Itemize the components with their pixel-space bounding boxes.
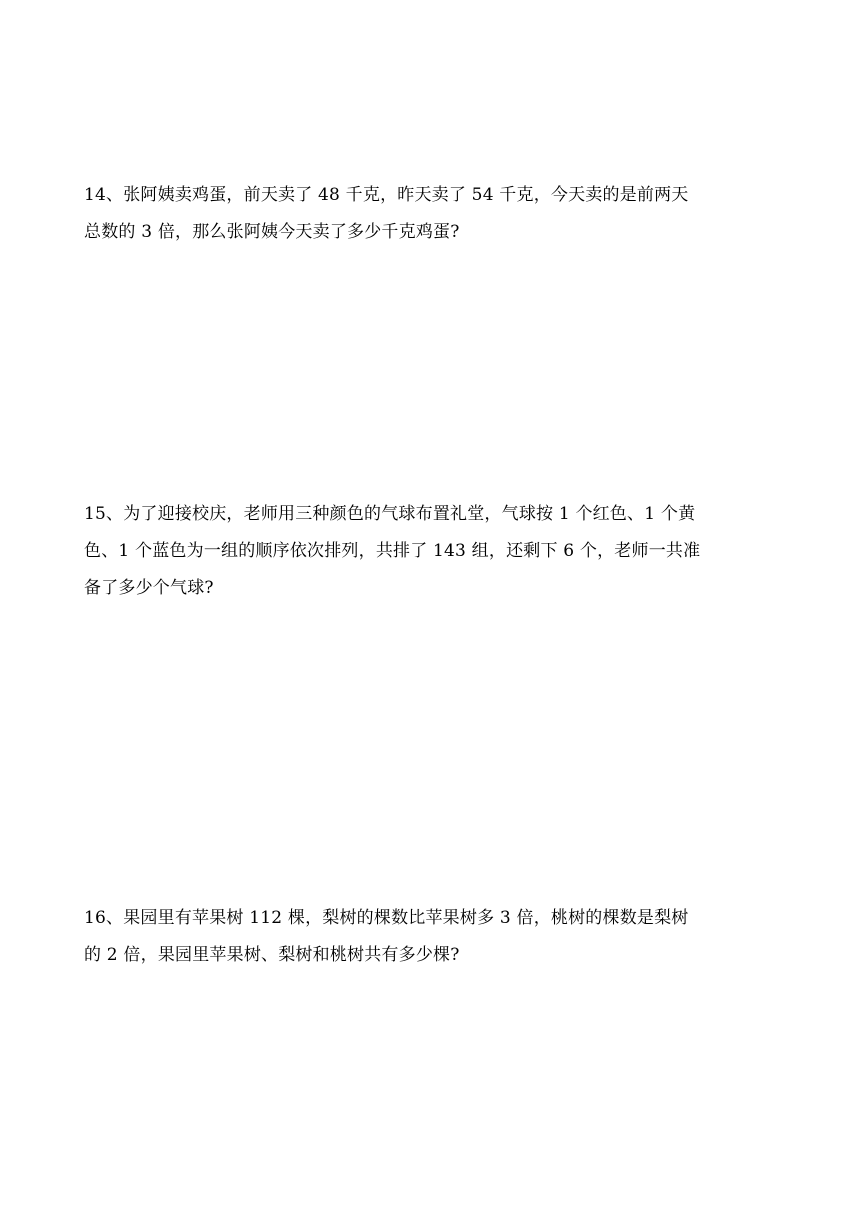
problem-15-line-1: 15、为了迎接校庆，老师用三种颜色的气球布置礼堂，气球按 1 个红色、1 个黄: [84, 504, 696, 524]
problem-15: [84, 496, 784, 607]
problem-16-line-1: 16、果园里有苹果树 112 棵，梨树的棵数比苹果树多 3 倍，桃树的棵数是梨树: [84, 908, 689, 928]
problem-16: [84, 900, 784, 974]
problem-14-line-2: 总数的 3 倍，那么张阿姨今天卖了多少千克鸡蛋?: [84, 222, 460, 242]
problem-16-line-2: 的 2 倍，果园里苹果树、梨树和桃树共有多少棵?: [84, 945, 460, 965]
problem-15-line-2: 色、1 个蓝色为一组的顺序依次排列，共排了 143 组，还剩下 6 个，老师一共准: [84, 541, 701, 561]
problem-14-line-1: 14、张阿姨卖鸡蛋，前天卖了 48 千克，昨天卖了 54 千克，今天卖的是前两天: [84, 185, 689, 205]
problem-14: [84, 177, 784, 251]
problem-15-line-3: 备了多少个气球?: [84, 578, 214, 598]
